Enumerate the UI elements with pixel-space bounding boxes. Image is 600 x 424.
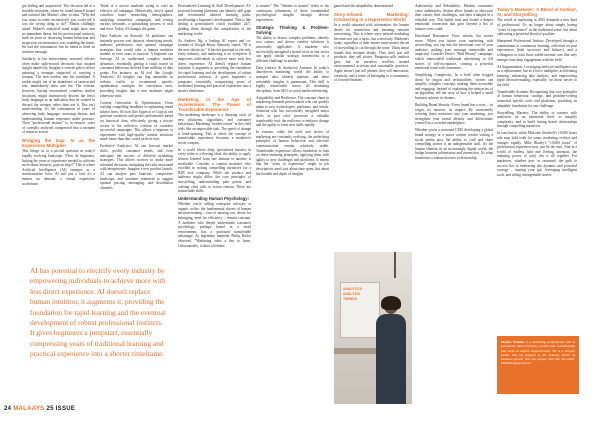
person-hair	[381, 296, 401, 310]
column-2	[100, 4, 173, 240]
board-text: TRENDS	[343, 297, 357, 301]
paragraph: In essence, while the tools and tactics of marketing are constantly evolving, the underlying principles of human behaviour and effective communication remain relatively stable. Transferable experience allows marketers to lean on these enduring principles, applying them with agility to new challenges and platforms. It means that the "years of experience" might in job descriptions aren't just about time spent, but about the breadth and depth of insights	[256, 130, 329, 176]
magazine-name: MALAAYS	[13, 406, 45, 412]
board-text: ANALYTICS	[343, 287, 363, 291]
column-4	[256, 4, 329, 396]
paragraph: The world of marketing in 2025 demands a new kind of professional. It's no longer about simply having "years of experience" in the traditional sense, but about cultivating a powerful blend of qualities:	[497, 18, 577, 37]
paragraph: to master." The "lifetime to master" refers to the continuous refinement of these fundamental psychological insights through diverse experiences.	[256, 4, 329, 22]
pull-quote	[4, 248, 174, 400]
section-heading: Story-Infused Marketing: Connecting in a Hypersonic World	[334, 11, 409, 22]
paragraph: Whether you're selling enterprise software or organic coffee, the fundamental drivers of human decision-making – fear of missing out, desire for belonging, need for efficiency – remain constant. A marketer who deeply understands consumer psychology, perhaps honed in a retail environment, has a profound transferable advantage. As legendary marketer Philip Kotler observed, "Marketing takes a day to learn. Unfortunately, it takes a lifetime	[178, 202, 251, 248]
section-heading: Today's Marketer: A Blend of Instinct, AI, and Storytelling	[497, 7, 577, 18]
column-5	[334, 4, 409, 254]
paragraph: In a world where deep, specialised mastery in every niche is a fleeting ideal, the ability to apply lessons learned from one domain to another is invaluable. Consider a content marketer who excelled in writing compelling narratives for a B2B tech company. While the product and audience might differ, the core principles of storytelling, understanding pain points, and crafting clear calls to action remain. These are transferable skills.	[178, 147, 251, 194]
column-6	[415, 4, 493, 396]
paragraph: The marketing landscape is a dizzying swirl of new platforms, algorithms, and consumer behaviours. Mastering "market trends" in this field feels like an impossible task. The speed of change is head-spinning. This is where the concept of transferable experience becomes a marketer's secret weapon.	[178, 113, 251, 145]
paragraph: gut feeling and acquiesced. This decision led to a horrible encounter, where he found himself bound and tortured like Martin's other victims. "Why did you come in when instinctively you could tell it was the wrong thing to do?" Martin chillingly asked. Mikael's analytical mind might have sent no immediate threat, but his professional instincts, built on years of observing human behaviour and suspicious circumstances, was sounding the alarm. He had the information, but he failed to heed its intuitive message.	[22, 4, 95, 54]
author-bio	[497, 336, 579, 394]
paragraph: Content Generation & Optimisation: From crafting compelling headlines to optimising email subject lines, AI tools like Jasper.ai or Copy.ai can generate variations and predict performance based on historical data, effectively giving a novice access to the collective wisdom of countless successful campaigns. This allows a beginner to experiment with high-quality content iterations much faster than they could on their own.	[100, 100, 173, 142]
paragraph: The ability to dissect complex problems, identify root causes, and devise creative solutions is universally applicable. A marketer who successfully navigated a brand crisis in one sector can apply similar strategic frameworks to a different challenge in another.	[256, 35, 329, 63]
paragraph: Predictive Analytics: AI can forecast market shifts, predict consumer trends, and even anticipate the success of different marketing strategies. This allows novices to make more informed decisions, mitigating the risks associated with inexperience. Imagine a new product launch: AI can analyse past launches, competitive landscape, and customer sentiment to suggest optimal pricing, messaging, and distribution channels.	[100, 144, 173, 190]
person	[376, 298, 406, 404]
column-7	[497, 4, 577, 334]
page-footer	[4, 406, 75, 412]
board-text: ANALYSIS	[343, 292, 360, 296]
column-3	[178, 4, 251, 396]
subheading: Understanding Human Psychology:	[178, 196, 249, 202]
paragraph: Similarly, in law enforcement, seasoned officers often make split-second decisions that awaken insight intuitively. Imagine a veteran police officer pursuing a teenager suspected of carrying a weapon. The teen reaches into his waistband. A rookie might, out of an abundance of caution and fear, immediately draw and fire. The veteran, however, having encountered countless similar situations, might instinctively discern the teen's body language as an indication that he wanted to discard the weapon rather than use it. This isn't mind-reading; it's the culmination of years of observing body language, assessing threats, and understanding human responses under pressure. Their "professional instinct" is, in essence, years of carefully analysed compressed into a moment of intuitive action.	[22, 56, 95, 135]
paragraph: Data Analysis on Steroids: AI platforms can instantly process vast datasets, identifying trends, audience preferences, and optimal campaign strategies that would take a human marketer months or even years to uncover. A beginner can leverage AI to understand complex market dynamics, essentially getting a crash course in consumer behaviour derived from millions of data points. For instance, an AI tool like Google Analytics' AI insights can flag anomalies in website traffic or recommend specific optimisation strategies for conversion rates, providing insights that a new marketer might otherwise miss.	[100, 33, 173, 98]
author-bio-text: is a marketing professional who is passionate about business growth and sustainability and seeks to inspire empowerment. He is a thought leader and his passion is the primary driver of business growth. You can engage with him via email: MWahlen@gmail.com	[501, 340, 576, 366]
paragraph: Transferable Acumen: Recognising that core principles of human behaviour, strategy, and problem-solving transcend specific tools and platforms, providing an adaptable foundation for any challenge.	[497, 89, 577, 108]
paragraph: This brings us to a pivotal question in today's rapidly evolving landscape: "How do beginners, lacking the years of experience needed to cultivate such robust instincts, gain an edge?" This is where Artificial Intelligence (AI) emerges as a transformative force. AI isn't just a tool; it's a mentor on demand, a virtual experience accelerator.	[22, 149, 95, 186]
issue-label: 25 ISSUE	[46, 406, 76, 412]
paragraph: Whether you're a seasoned CMO developing a global brand strategy or a junior content creator writing a social media post, the ability to craft and share compelling stories is an indispensable skill. It's the human element in an increasingly digital world, the bridge between information and connection. It's what transforms a transaction into a relationship.	[415, 128, 493, 160]
paragraph: Emotional Resonance: Facts inform, but stories move. When you infuse your marketing with storytelling, you tap into the emotional core of your audience, making your message memorable and impactful. Consider Dove's "Real Beauty" campaign, which transcended traditional advertising to tell stories of self-acceptance, creating a powerful emotional bond with consumers.	[415, 33, 493, 71]
paragraph: Sharpened Professional Instinct: Developed through a commitment to continuous learning, reflection on past experiences (both successes and failures), and a willingness to trust those subtle internal cues that only emerge from deep engagement with the field.	[497, 39, 577, 62]
paragraph: As Andrew Ng, a leading AI expert and co-founder of Google Brain, famously stated, "AI is the new electricity." It has the potential to electrify every industry, and marketing is no exception. It empowers individuals to achieve more with less direct experience. AI doesn't replace human intuition; it augments it, providing the foundation for rapid learning and the development of robust professional instincts. It gives beginners a jumpstart, essentially compressing years of traditional learning and practical experience into a shorter timeframe.	[178, 38, 251, 94]
subheading: Strategic Thinking & Problem-Solving:	[256, 24, 329, 35]
presentation-board	[340, 282, 380, 338]
paragraph: AI Augmentation: Leveraging artificial intelligence not as a replacement, but as a force multiplier, accelerating learning, enhancing data analysis, and empowering rapid decision-making, especially for those newer to the field.	[497, 64, 577, 87]
paragraph: Simplifying Complexity: In a field often bogged down by jargon and technicalities, stories can simplify complex concepts, making them accessible and engaging. Instead of explaining the intricacies of an algorithm, tell the story of how it helped a small business achieve its dreams.	[415, 73, 493, 101]
lamp	[394, 252, 396, 278]
section-heading: Bridging the Gap: AI as the Experience Multiplier	[22, 138, 95, 149]
page-number: 24	[4, 406, 12, 412]
paragraph: Building Brand Identity: Every brand has a story – its origin, its mission, its impact. By consistently weaving these narratives into your marketing, you strengthen your brand identity and differentiate yourself in a crowded marketplace.	[415, 103, 493, 126]
paragraph: gained and the adaptability demonstrated.	[334, 4, 394, 8]
section-heading: Marketing in the Age of Acceleration: The Power of Transferable Experience	[178, 96, 251, 113]
desk	[334, 348, 380, 354]
paragraph: Personalized Learning & Skill Development: AI-powered learning platforms can identify skill gaps and recommend tailored learning paths, accelerating a beginner's development. This is like having a personalized coach available 24/7, guiding them through the complexities of the marketing world.	[178, 4, 251, 36]
paragraph: Data Literacy & Analytical Acumen: In today's data-driven marketing world, the ability to interpret data, identify patterns, and draw actionable insights is paramount. This skill is highly transferable across all marketing disciplines, from SEO to social media advertising.	[256, 65, 329, 93]
pull-quote-text: AI has potential to electrify every industry by empowering individuals to achieve more with less direct experience. AI doesn't replace human intuition; it augments it, providing the foundation for rapid learning and the eventual development of robust professional instincts. It gives beginners a jumpstart, essentially compressing years of traditional learning and practical experience into a shorter timeframe.	[30, 266, 166, 359]
column-1	[22, 4, 95, 240]
paragraph: Adaptability and Resilience: The constant churn in marketing demands professionals who can quickly adapt to new technologies, platforms, and trends. Someone who has successfully navigated major shifts in past roles possesses a valuable transferable trait: the resilience to embrace change and the agility to learn new skills rapidly.	[256, 95, 329, 128]
paragraph: Storytelling Mastery: The ability to connect with audiences on an emotional level, to simplify complexity, and to build lasting brand relationships through compelling narratives.	[497, 110, 577, 129]
paragraph: Think of a novice marketer trying to craft an effective ad campaign. Historically, they'd spend countless hours researching demographics, analysing competitor campaigns, and testing various iterations, a painstaking process of trial and error. Today, AI changes the game.	[100, 4, 173, 31]
author-name: Marius Wahlen	[501, 340, 525, 344]
article-photo	[334, 252, 412, 404]
paragraph: In a world saturated with information, the human desire for connection and meaning remains unwavering. This is where story-infused marketing becomes not just a tactic, but a necessity. Marketers today, regardless of their tenure, must master the art of storytelling to cut through the noise. Think about brands that resonate deeply. They don't just sell products; they sell stories. Patagonia sells outdoor gear, but its narrative revolves around environmental activism and sustainable practices. Apple doesn't just sell phones; they sell innovation, creativity, and a sense of belonging to a community of forward-thinkers.	[334, 23, 409, 83]
paragraph: In conclusion, while Malcolm Gladwell's 10,000 hours rule may hold truth for some, marketing evolves and changes rapidly. Mike Blaney's "10,000 hours" of professional experience may just be the start. And in a world of endless data and fleeting attention, the enduring power of story ties it all together. For marketers, whether new or seasoned, the path to success lies in embracing this dynamic and powerful synergy – trusting your gut, leveraging intelligent tools, and telling unforgettable stories.	[497, 131, 577, 177]
paragraph: Authenticity and Relatability: Modern consumers crave authenticity. Stories allow brands to showcase their values, their challenges, and their triumphs in a relatable way. This builds trust and fosters a deeper emotional connection that goes beyond a list of features ever could.	[415, 4, 493, 31]
person-body	[376, 314, 406, 404]
